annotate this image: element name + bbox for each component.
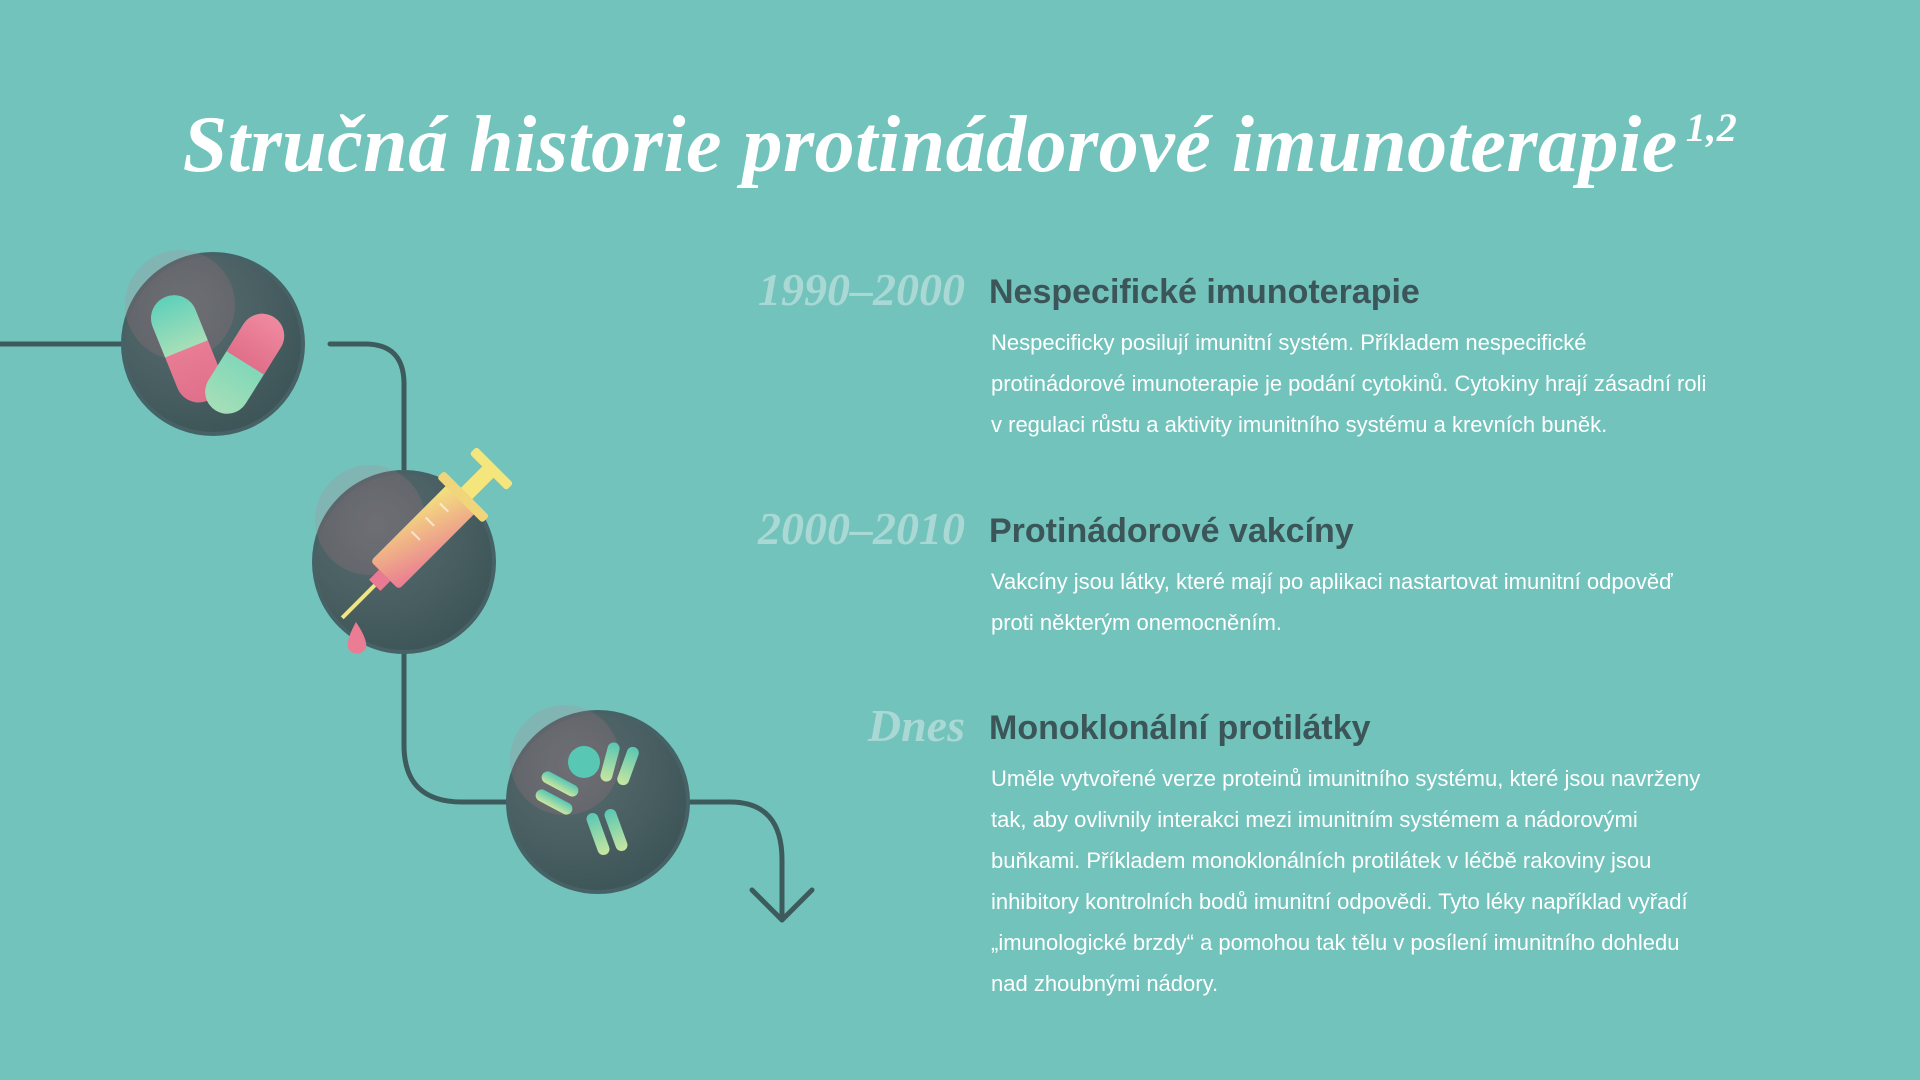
antibody-icon	[508, 705, 688, 892]
title-reference: 1,2	[1685, 105, 1738, 150]
entry-year: Dnes	[867, 700, 965, 751]
entry-year: 2000–2010	[758, 503, 965, 554]
entry-description: Vakcíny jsou látky, které mají po aplikaci nastartovat imunitní odpověď proti některým onemocněním.	[991, 569, 1673, 635]
entry-heading: Monoklonální protilátky	[989, 709, 1371, 747]
entry-description: Nespecificky posilují imunitní systém. Příkladem nespecifické protinádorové imunoterapie je podání cytokinů. Cytokiny hrají zásadní roli v regulaci růstu a aktivity imunitního systému a krevních buněk.	[991, 330, 1707, 437]
syringe-icon	[314, 442, 518, 653]
entry-heading: Nespecifické imunoterapie	[989, 273, 1420, 311]
entry-description: Uměle vytvořené verze proteinů imunitního systému, které jsou navrženy tak, aby ovlivnily interakci mezi imunitním systémem a nádorovými buňkami. Příkladem monoklonálních protilátek v léčbě rakoviny jsou inhibitory kontrolních bodů imunitní odpovědi. Tyto léky například vyřadí „imunologické brzdy“ a pomohou tak tělu v posílení imunitního dohledu nad zhoubnými nádory.	[991, 766, 1701, 996]
entry-year: 1990–2000	[758, 264, 965, 315]
entry-heading: Protinádorové vakcíny	[989, 512, 1354, 550]
title-text: Stručná historie protinádorové imunoterapie	[182, 101, 1678, 189]
pills-icon	[123, 250, 303, 434]
